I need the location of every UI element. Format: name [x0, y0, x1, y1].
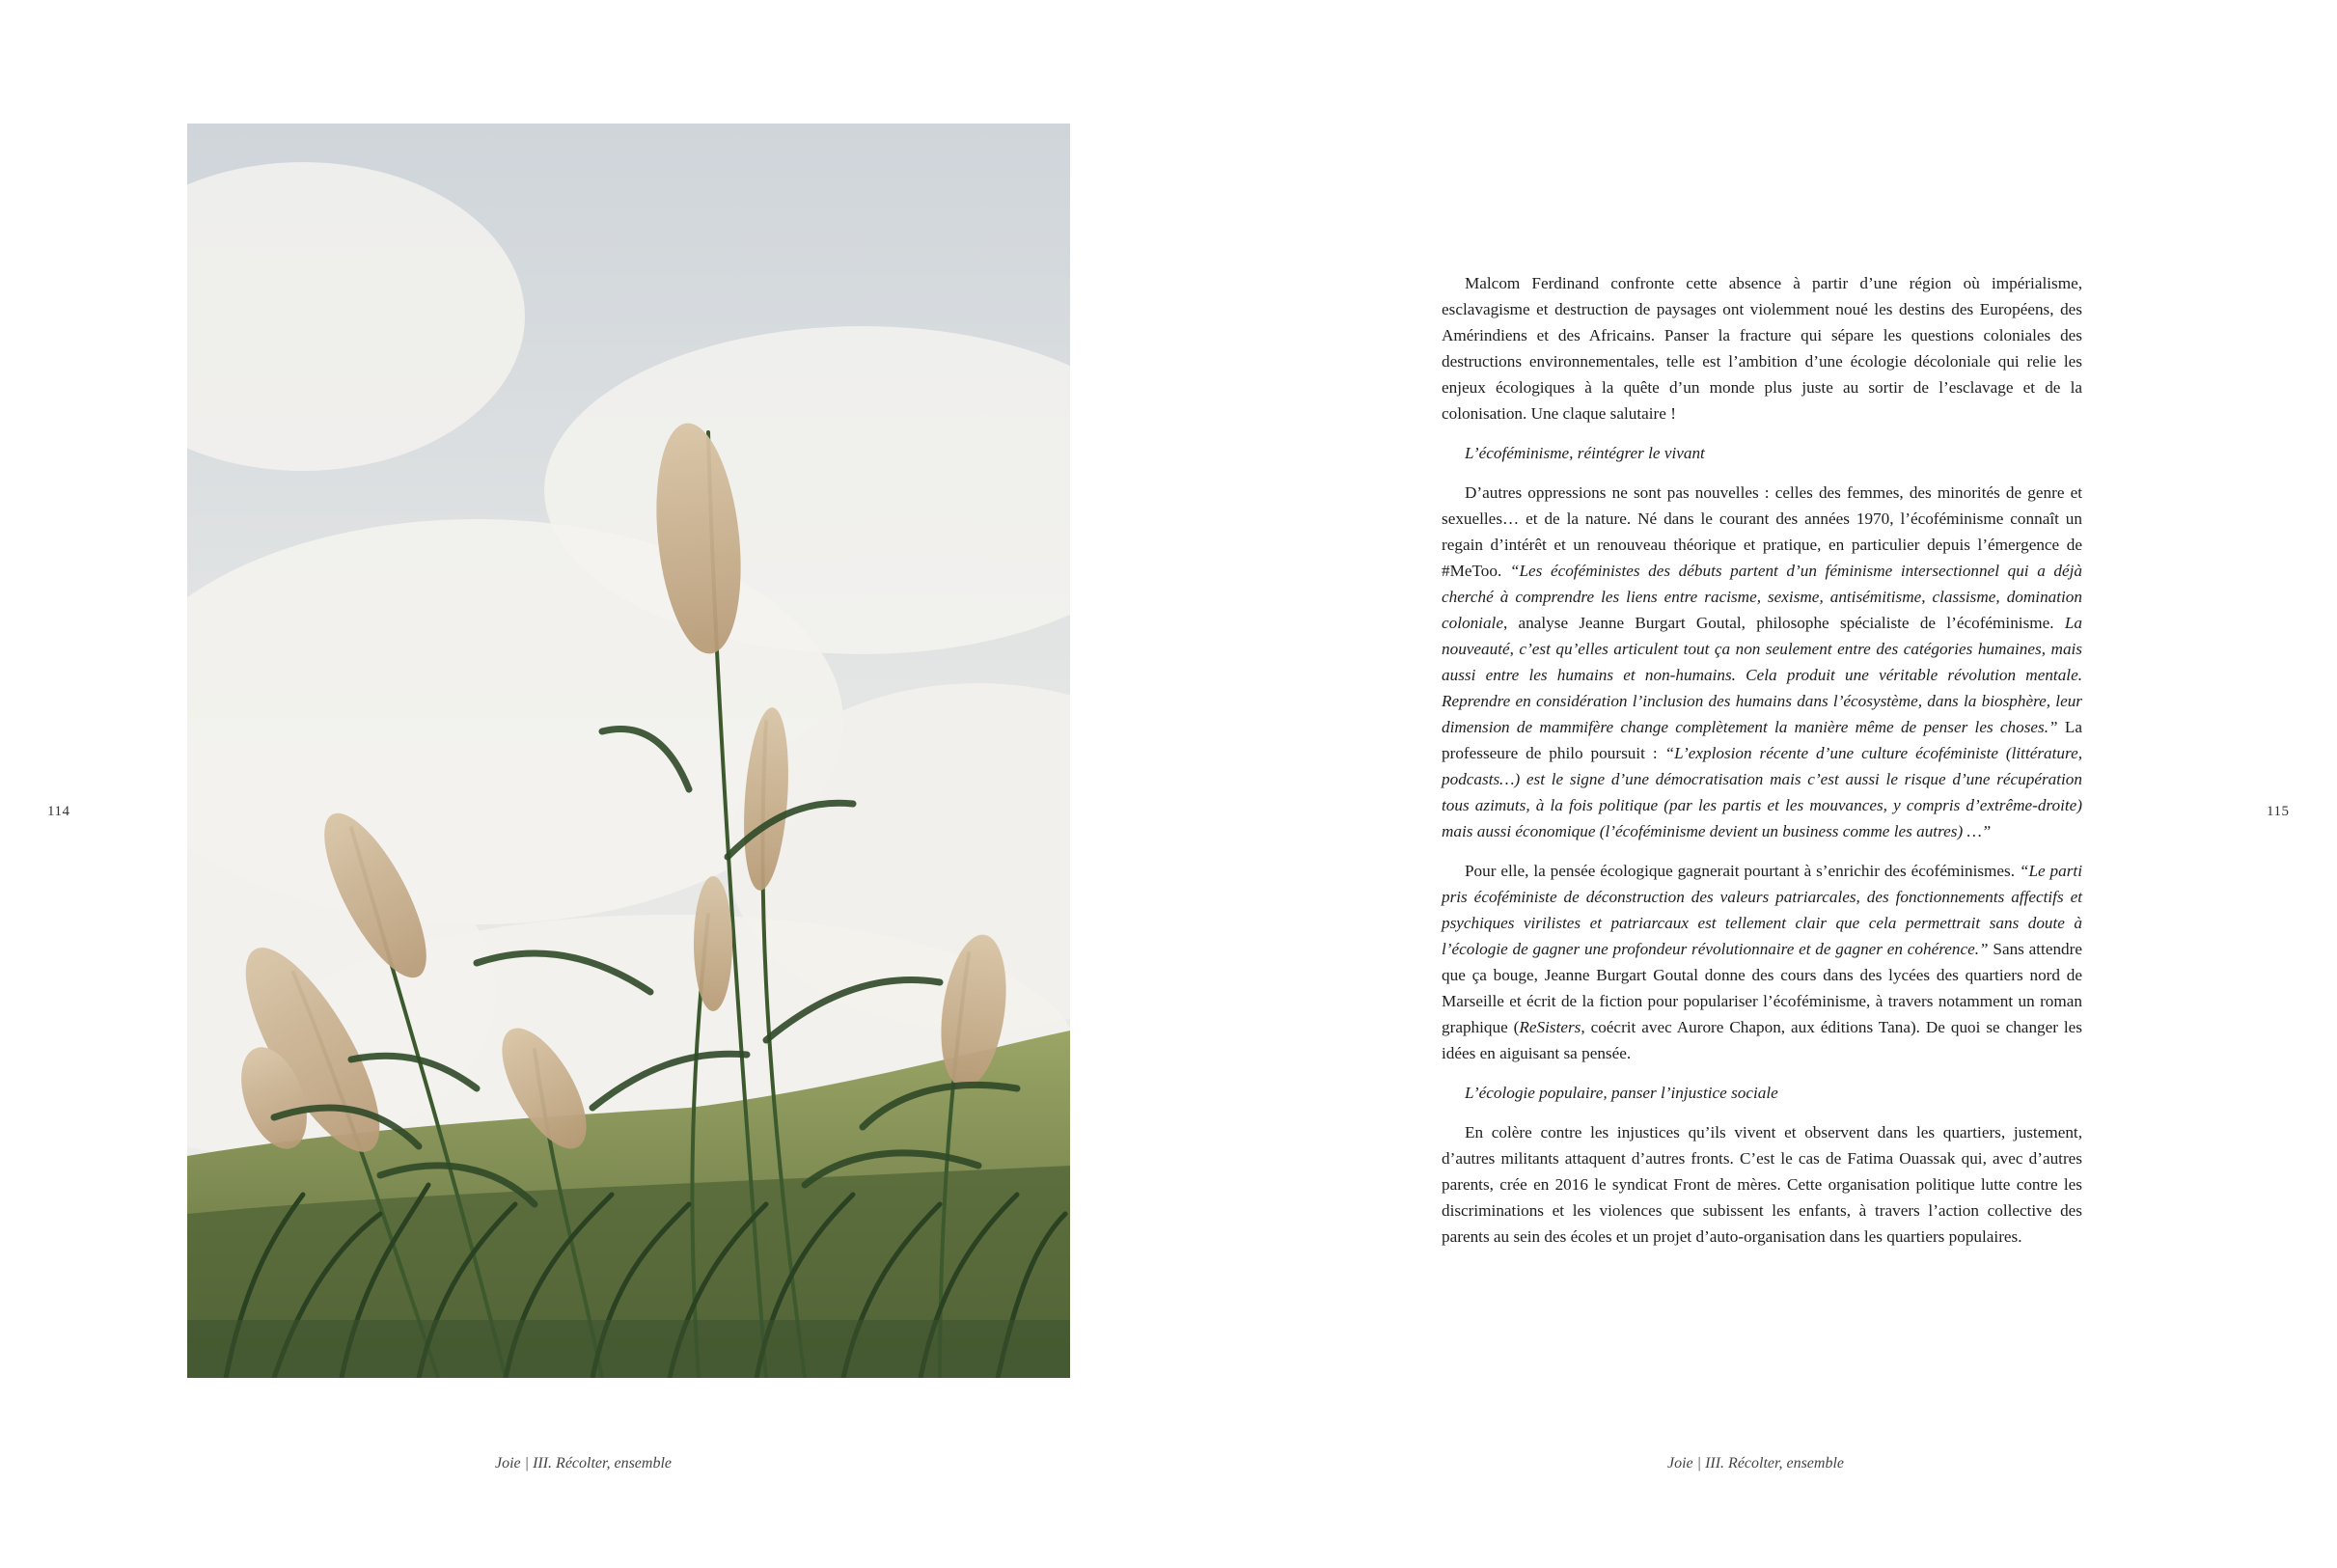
paragraph-2-text-c: , analyse Jeanne Burgart Goutal, philosophe spécialiste de l’écoféminisme.: [1502, 614, 2065, 632]
paragraph-4: En colère contre les injustices qu’ils vivent et observent dans les quartiers, justement, d’autres militants attaquent d’autres fronts. C’est le cas de Fatima Ouassak qui, avec d’autres parents, crée en 2016 le syndicat Front de mères. Cette organisation politique lutte contre les discriminations et les violences que subissent les enfants, à travers l’action collective des parents au sein des écoles et un projet d’auto-organisation dans les quartiers populaires.: [1442, 1123, 2082, 1246]
paragraph-3-text-a: Pour elle, la pensée écologique gagnerait pourtant à s’enrichir des écoféminismes.: [1465, 862, 2020, 880]
paragraph-3-quote: “Le parti pris écoféministe de déconstruction des valeurs patriarcales, des fonctionnements affectifs et psychiques virilistes et patriarcaux est tellement clair que cela permettrait sans doute à l’écologie de gagner une profondeur révolutionnaire et de gagner en cohérence.”: [1442, 862, 2082, 958]
paragraph-3-text-e: , coécrit avec Aurore Chapon, aux éditions Tana). De quoi se changer les idées en aiguisant sa pensée.: [1442, 1018, 2082, 1062]
page-number-right: 115: [2267, 804, 2290, 819]
paragraph-3-book-title: ReSisters: [1519, 1018, 1581, 1036]
paragraph-1: Malcom Ferdinand confronte cette absence à partir d’une région où impérialisme, esclavagisme et destruction de paysages ont violemment noué les destins des Européens, des Amérindiens et des Africains. Panser la fracture qui sépare les questions coloniales des destructions environnementales, telle est l’ambition d’une écologie décoloniale qui relie les enjeux écologiques à la quête d’un monde plus juste au sortir de l’esclavage et de la colonisation. Une claque salutaire !: [1442, 274, 2082, 423]
subheading-ecofeminisme: L’écoféminisme, réintégrer le vivant: [1465, 444, 1705, 462]
running-footer-left: [495, 1455, 672, 1472]
subheading-ecologie-populaire: L’écologie populaire, panser l’injustice sociale: [1465, 1084, 1778, 1102]
footer-section-title: III. Récolter, ensemble: [533, 1455, 672, 1472]
pampas-grass-photo: [187, 124, 1070, 1378]
article-body: [1442, 270, 2082, 1263]
footer-section-title: III. Récolter, ensemble: [1705, 1455, 1844, 1472]
paragraph-2-text-e: La professeure de philo poursuit :: [1442, 718, 2082, 762]
paragraph-2-quote-1: “Les écoféministes des débuts partent d’un féminisme intersectionnel qui a déjà cherché à comprendre les liens entre racisme, sexisme, antisémitisme, classisme, domination coloniale: [1442, 562, 2082, 632]
footer-book-title: Joie: [495, 1455, 521, 1472]
page-number-left: 114: [47, 804, 70, 819]
footer-separator: |: [1692, 1455, 1706, 1472]
paragraph-2-text-a: D’autres oppressions ne sont pas nouvelles : celles des femmes, des minorités de genre et sexuelles… et de la nature. Né dans le courant des années 1970, l’écoféminisme connaît un regain d’intérêt et un renouveau théorique et pratique, en particulier depuis l’émergence de #MeToo.: [1442, 483, 2082, 580]
paragraph-3-text-c: Sans attendre que ça bouge, Jeanne Burgart Goutal donne des cours dans des lycées des quartiers nord de Marseille et écrit de la fiction pour populariser l’écoféminisme, à travers notamment un roman graphique (: [1442, 940, 2082, 1036]
footer-separator: |: [520, 1455, 534, 1472]
right-page: [1168, 0, 2337, 1568]
running-footer-right: [1667, 1455, 1844, 1472]
footer-book-title: Joie: [1667, 1455, 1693, 1472]
paragraph-2-quote-3: “L’explosion récente d’une culture écoféministe (littérature, podcasts…) est le signe d’une démocratisation mais c’est aussi le risque d’une récupération tous azimuts, à la fois politique (par les partis et les mouvances, y compris d’extrême-droite) mais aussi économique (l’écoféminisme devient un business comme les autres) …”: [1442, 744, 2082, 840]
left-page: [0, 0, 1168, 1568]
paragraph-3: [1442, 858, 2082, 1066]
paragraph-2-quote-2: La nouveauté, c’est qu’elles articulent tout ça non seulement entre des catégories humaines, mais aussi entre les humains et non-humains. Cela produit une véritable révolution mentale. Reprendre en considération l’inclusion des humains dans l’écosystème, dans la biosphère, leur dimension de mammifère change complètement la manière même de penser les choses.”: [1442, 614, 2082, 736]
paragraph-2: [1442, 480, 2082, 844]
